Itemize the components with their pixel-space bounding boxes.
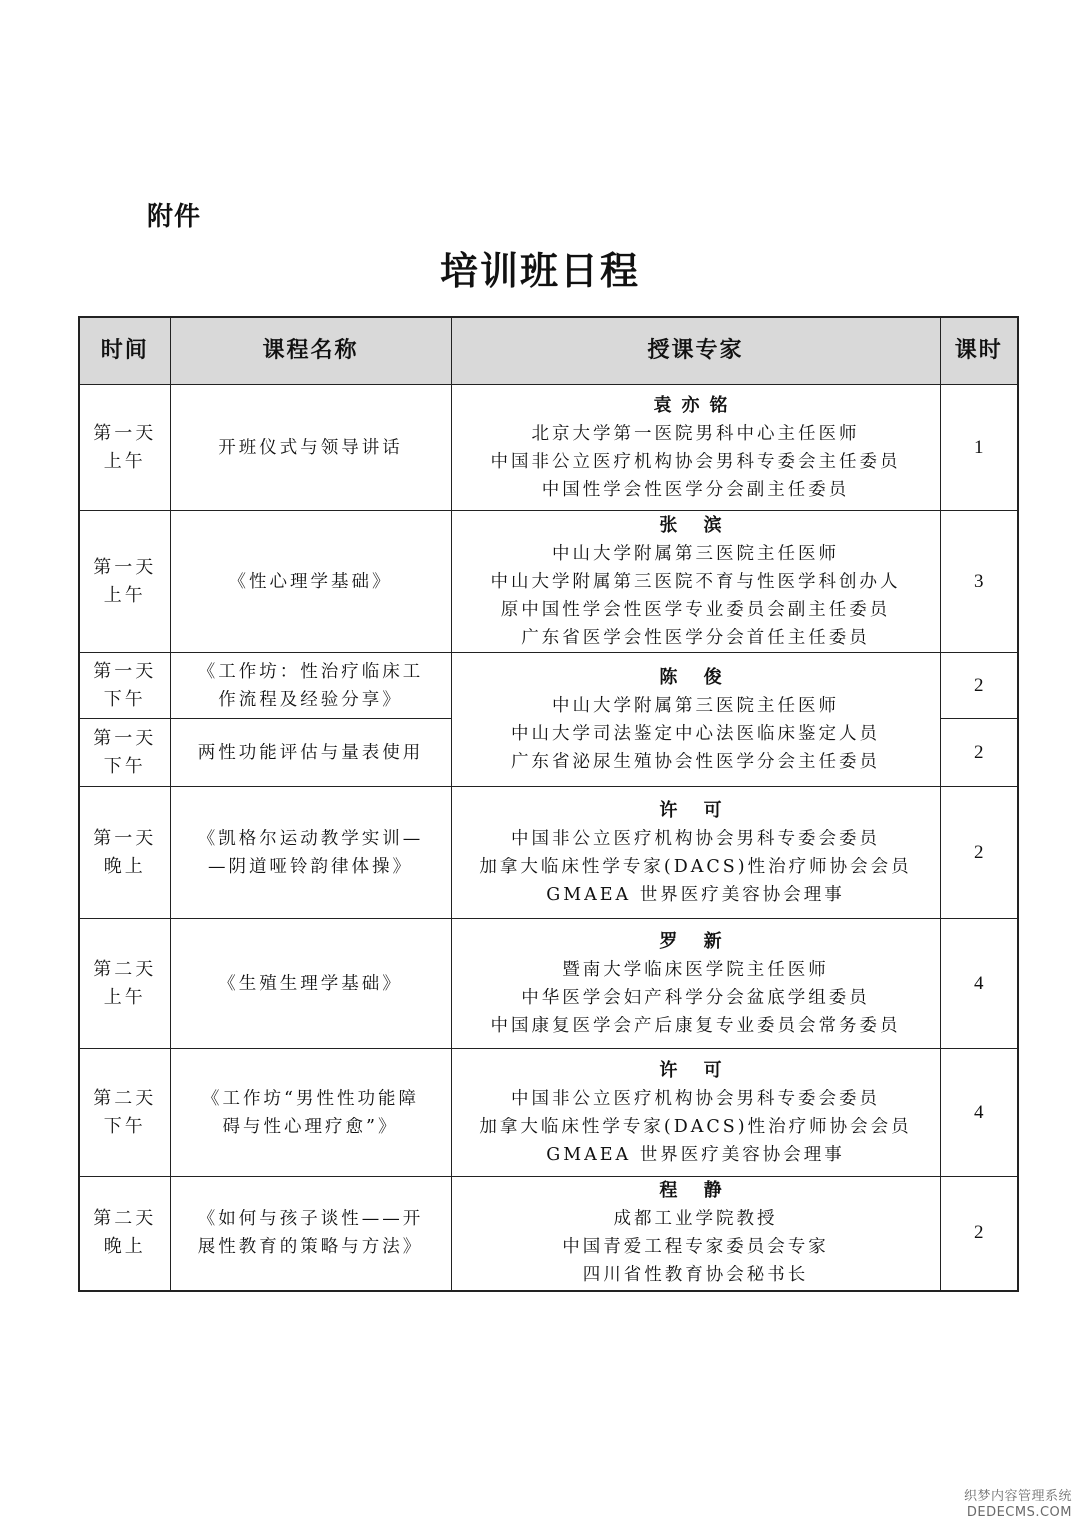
course-name: 展性教育的策略与方法》 [197, 1237, 424, 1258]
hours-cell: 1 [940, 385, 1018, 511]
table-header-row [79, 317, 1018, 385]
expert-cell [451, 1049, 940, 1177]
course-cell [170, 787, 451, 919]
time-cell [79, 511, 170, 653]
header-course: 课程名称 [170, 317, 451, 385]
time-day: 第一天 [93, 422, 157, 444]
course-name: 作流程及经验分享》 [218, 689, 403, 710]
expert-title: 加拿大临床性学专家(DACS)性治疗师协会会员 [479, 1116, 912, 1137]
expert-cell [451, 1177, 940, 1291]
course-cell [170, 1177, 451, 1291]
hours-cell: 4 [940, 1049, 1018, 1177]
expert-name: 许 可 [659, 799, 732, 821]
expert-name: 袁亦铭 [653, 394, 738, 416]
table-row [79, 1049, 1018, 1177]
expert-title: 中山大学附属第三医院不育与性医学科创办人 [490, 571, 901, 592]
course-name: 开班仪式与领导讲话 [218, 437, 403, 458]
expert-title: 广东省医学会性医学分会首任主任委员 [521, 627, 870, 648]
hours-cell: 2 [940, 653, 1018, 719]
expert-title: 中华医学会妇产科学分会盆底学组委员 [521, 987, 870, 1008]
expert-cell [451, 511, 940, 653]
hours-cell: 4 [940, 919, 1018, 1049]
time-day: 第一天 [93, 827, 157, 849]
course-cell [170, 1049, 451, 1177]
time-day: 第一天 [93, 727, 157, 749]
time-cell [79, 385, 170, 511]
time-period: 上午 [103, 450, 146, 472]
page-title: 培训班日程 [439, 249, 640, 293]
expert-title: 暨南大学临床医学院主任医师 [562, 959, 829, 980]
expert-title: GMAEA 世界医疗美容协会理事 [546, 884, 845, 905]
schedule-table [78, 316, 1019, 1292]
course-name: 两性功能评估与量表使用 [197, 742, 424, 763]
time-period: 晚上 [103, 1236, 146, 1258]
course-name: 《生殖生理学基础》 [218, 973, 403, 994]
watermark-url: DEDECMS.COM [966, 1505, 1072, 1520]
expert-title: 广东省泌尿生殖协会性医学分会主任委员 [511, 751, 880, 772]
table-row [79, 511, 1018, 653]
expert-title: 中国非公立医疗机构协会男科专委会委员 [511, 1088, 880, 1109]
header-hours: 课时 [940, 317, 1018, 385]
time-cell [79, 1177, 170, 1291]
course-cell [170, 511, 451, 653]
expert-title: 中山大学司法鉴定中心法医临床鉴定人员 [511, 723, 880, 744]
course-cell [170, 919, 451, 1049]
expert-cell [451, 787, 940, 919]
expert-cell [451, 385, 940, 511]
hours-cell: 2 [940, 1177, 1018, 1291]
course-name: 《工作坊“男性性功能障 [202, 1088, 419, 1109]
expert-title: 四川省性教育协会秘书长 [582, 1265, 809, 1286]
hours-cell: 3 [940, 511, 1018, 653]
course-name: 碍与性心理疗愈”》 [222, 1116, 399, 1137]
expert-title: 北京大学第一医院男科中心主任医师 [531, 423, 860, 444]
time-day: 第二天 [93, 1208, 157, 1230]
expert-title: 中国青爱工程专家委员会专家 [562, 1237, 829, 1258]
expert-title: 成都工业学院教授 [613, 1209, 778, 1230]
attachment-label: 附件 [147, 202, 202, 232]
expert-title: 中国康复医学会产后康复专业委员会常务委员 [490, 1015, 901, 1036]
course-name: 《工作坊：性治疗临床工 [197, 661, 424, 682]
watermark-text: 织梦内容管理系统 [963, 1489, 1072, 1504]
time-period: 晚上 [103, 855, 146, 877]
expert-title: 中国性学会性医学分会副主任委员 [541, 479, 850, 500]
time-day: 第一天 [93, 660, 157, 682]
time-cell [79, 719, 170, 787]
time-cell [79, 1049, 170, 1177]
time-cell [79, 653, 170, 719]
time-day: 第一天 [93, 556, 157, 578]
time-period: 上午 [103, 986, 146, 1008]
course-name: —阴道哑铃韵律体操》 [208, 856, 413, 877]
expert-title: 中国非公立医疗机构协会男科专委会主任委员 [490, 451, 901, 472]
header-expert: 授课专家 [451, 317, 940, 385]
time-cell [79, 919, 170, 1049]
course-name: 《凯格尔运动教学实训— [197, 828, 424, 849]
time-period: 下午 [103, 1115, 146, 1137]
header-time: 时间 [79, 317, 170, 385]
expert-title: 加拿大临床性学专家(DACS)性治疗师协会会员 [479, 856, 912, 877]
expert-title: 中山大学附属第三医院主任医师 [552, 695, 839, 716]
time-day: 第二天 [93, 958, 157, 980]
course-cell [170, 653, 451, 719]
time-cell [79, 787, 170, 919]
expert-title: 中山大学附属第三医院主任医师 [552, 543, 839, 564]
time-period: 下午 [103, 755, 146, 777]
course-name: 《如何与孩子谈性——开 [197, 1209, 424, 1230]
table-row [79, 385, 1018, 511]
hours-cell: 2 [940, 719, 1018, 787]
table-row [79, 787, 1018, 919]
expert-cell [451, 653, 940, 787]
expert-title: 中国非公立医疗机构协会男科专委会委员 [511, 828, 880, 849]
expert-title: 原中国性学会性医学专业委员会副主任委员 [500, 599, 891, 620]
expert-cell [451, 919, 940, 1049]
course-name: 《性心理学基础》 [228, 571, 393, 592]
course-cell [170, 719, 451, 787]
expert-title: GMAEA 世界医疗美容协会理事 [546, 1144, 845, 1165]
expert-name: 罗 新 [659, 930, 732, 952]
table-row [79, 653, 1018, 719]
expert-name: 许 可 [659, 1059, 732, 1081]
expert-name: 陈 俊 [659, 666, 732, 688]
time-period: 上午 [103, 584, 146, 606]
expert-name: 张 滨 [659, 514, 732, 536]
table-row [79, 1177, 1018, 1291]
hours-cell: 2 [940, 787, 1018, 919]
table-row [79, 919, 1018, 1049]
time-day: 第二天 [93, 1087, 157, 1109]
expert-name: 程 静 [659, 1180, 732, 1202]
course-cell [170, 385, 451, 511]
watermark [964, 1489, 1072, 1521]
time-period: 下午 [103, 688, 146, 710]
